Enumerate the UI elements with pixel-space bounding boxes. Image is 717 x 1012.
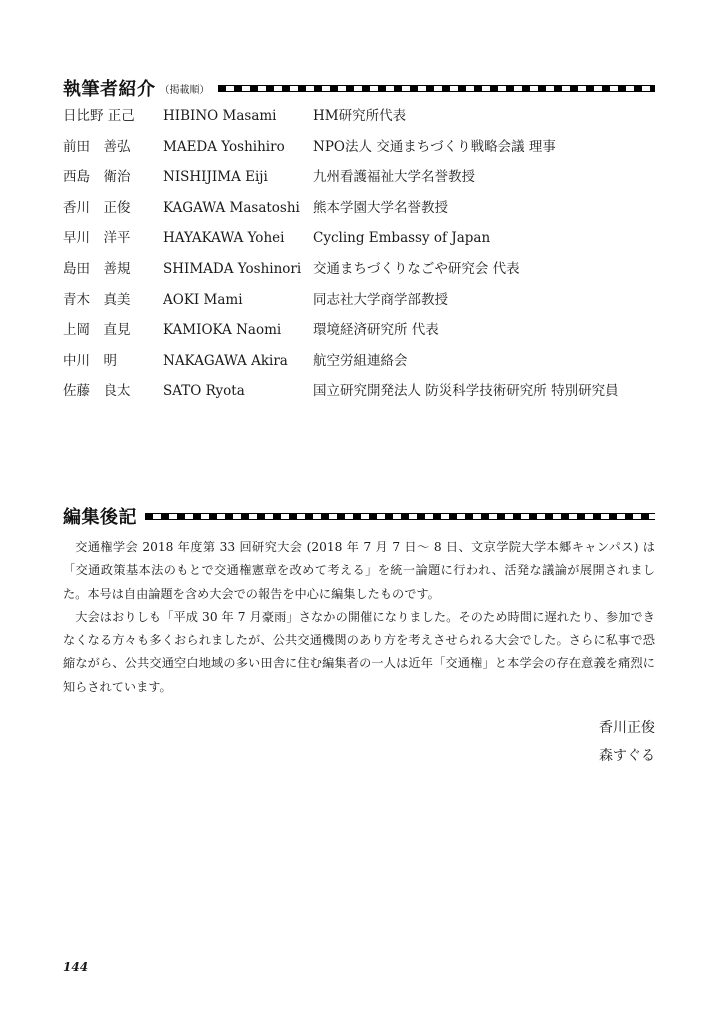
author-row (63, 137, 663, 168)
authors-order-note: （掲載順） (159, 84, 210, 96)
author-row (63, 167, 663, 198)
author-row (63, 351, 663, 382)
author-name-en: SHIMADA Yoshinori (163, 260, 302, 277)
author-affiliation: 交通まちづくりなごや研究会 代表 (313, 260, 520, 277)
author-name-jp: 前田 善弘 (63, 138, 131, 155)
author-name-jp: 中川 明 (63, 352, 117, 369)
author-affiliation: 航空労組連絡会 (313, 352, 408, 369)
author-row (63, 106, 663, 137)
author-row (63, 198, 663, 229)
author-name-en: NISHIJIMA Eiji (163, 169, 268, 186)
checkered-rule (145, 513, 655, 520)
author-name-en: AOKI Mami (163, 291, 243, 308)
author-name-en: MAEDA Yoshihiro (163, 138, 285, 155)
author-name-en: HIBINO Masami (163, 108, 277, 124)
postscript-paragraph: 交通権学会 2018 年度第 33 回研究大会 (2018 年 7 月 7 日～ 8 日、文京学院大学本郷キャンパス) は「交通政策基本法のもとで交通権憲章を改めて考える」を統一論題に行われ、活発な議論が展開されました。本号は自由論題を含め大会での報告を中心に編集したものです。 (63, 540, 655, 601)
postscript-header (63, 504, 655, 528)
author-affiliation: HM研究所代表 (313, 108, 407, 124)
author-name-jp: 上岡 直見 (63, 322, 131, 339)
author-affiliation: 同志社大学商学部教授 (313, 291, 448, 308)
author-affiliation: Cycling Embassy of Japan (313, 230, 491, 247)
postscript-paragraph: 大会はおりしも「平成 30 年 7 月豪雨」さなかの開催になりました。そのため時間に遅れたり、参加できなくなる方々も多くおられましたが、公共交通機関のあり方を考えさせられる大会でした。さらに私事で恐縮ながら、公共交通空白地域の多い田舎に住む編集者の一人は近年「交通権」と本学会の存在意義を痛烈に知らされています。 (63, 609, 655, 694)
editor-name: 森すぐる (599, 748, 655, 764)
author-name-jp: 日比野 正己 (63, 108, 135, 124)
author-name-jp: 島田 善規 (63, 260, 131, 277)
author-name-jp: 香川 正俊 (63, 199, 131, 216)
author-name-en: HAYAKAWA Yohei (163, 230, 285, 247)
author-row (63, 228, 663, 259)
author-affiliation: 熊本学園大学名誉教授 (313, 199, 448, 216)
authors-list (63, 106, 663, 412)
author-name-en: SATO Ryota (163, 383, 245, 400)
authors-header (63, 76, 655, 100)
author-name-jp: 早川 洋平 (63, 230, 131, 247)
author-name-jp: 青木 真美 (63, 291, 131, 308)
author-affiliation: 国立研究開発法人 防災科学技術研究所 特別研究員 (313, 383, 619, 400)
author-affiliation: 九州看護福祉大学名誉教授 (313, 169, 475, 186)
author-row (63, 320, 663, 351)
editor-signatures (599, 714, 655, 770)
author-row (63, 259, 663, 290)
checkered-rule (218, 85, 656, 92)
author-name-en: KAGAWA Masatoshi (163, 199, 300, 216)
author-row (63, 381, 663, 412)
author-name-en: NAKAGAWA Akira (163, 352, 288, 369)
author-affiliation: 環境経済研究所 代表 (313, 322, 439, 339)
author-name-jp: 佐藤 良太 (63, 383, 131, 400)
postscript-body (63, 536, 655, 699)
authors-title: 執筆者紹介 (63, 79, 156, 100)
author-name-jp: 西島 衛治 (63, 169, 131, 186)
author-affiliation: NPO法人 交通まちづくり戦略会議 理事 (313, 138, 556, 155)
page-number: 144 (63, 960, 89, 974)
author-name-en: KAMIOKA Naomi (163, 322, 282, 339)
postscript-title: 編集後記 (63, 507, 137, 528)
author-row (63, 290, 663, 321)
editor-name: 香川正俊 (599, 720, 655, 736)
